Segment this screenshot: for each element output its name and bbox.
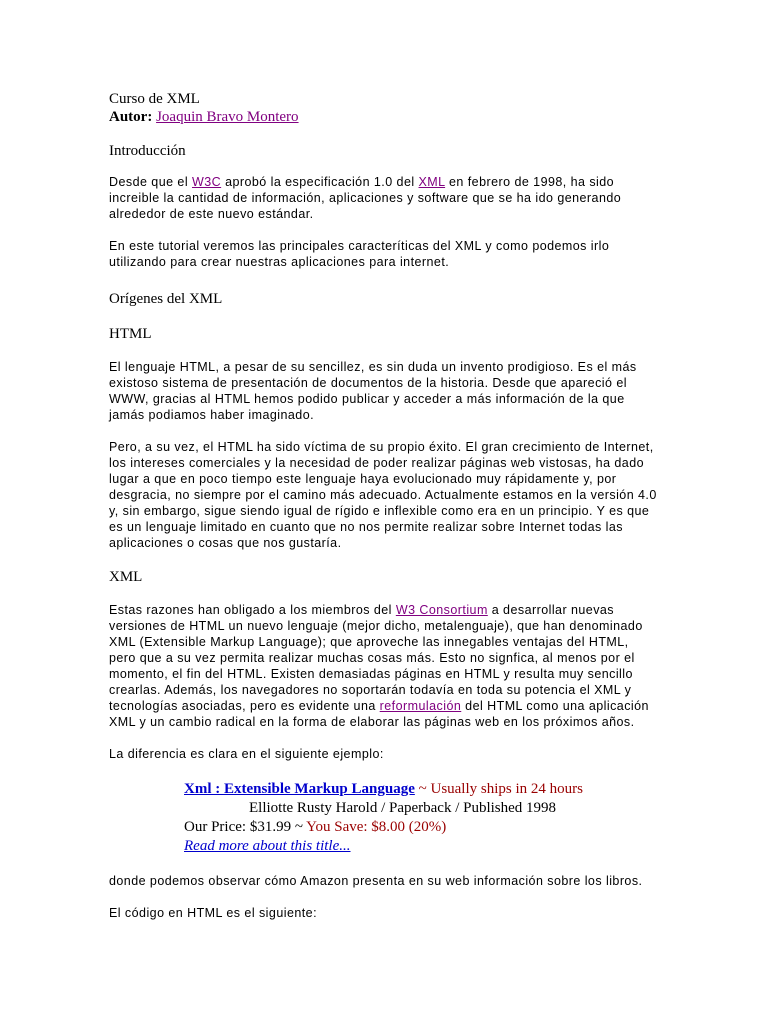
w3c-link[interactable]: W3C (192, 175, 222, 189)
paragraph-html-1: El lenguaje HTML, a pesar de su sencillez, es sin duda un invento prodigioso. Es el más existoso sistema de presentación de documentos de la historia. Desde que apareció el WWW, gracias al HTML hemos podido publicar y acceder a más información de la que jamás podiamos haber imaginado. (109, 360, 637, 422)
read-more-line (184, 837, 657, 856)
example-title-line (184, 780, 657, 799)
paragraph-xml (109, 602, 657, 730)
text-run: del HTML como una aplicación XML y un cambio radical en la forma de elaborar las páginas web en los próximos años. (109, 699, 649, 729)
author-link[interactable]: Joaquin Bravo Montero (156, 109, 299, 125)
read-more-link[interactable]: Read more about this title... (184, 838, 351, 854)
text-run: Estas razones han obligado a los miembros del (109, 603, 396, 617)
text-run: aprobó la especificación 1.0 del (221, 175, 419, 189)
text-run: Desde que el (109, 175, 192, 189)
savings-text: You Save: $8.00 (20%) (306, 819, 447, 835)
author-label: Autor: (109, 109, 153, 125)
paragraph-html-2: Pero, a su vez, el HTML ha sido víctima de su propio éxito. El gran crecimiento de Internet, los intereses comerciales y la necesidad de poder realizar páginas web vistosas, ha dado lugar a que en poco tiempo este lenguaje haya evolucionado muy rápidamente y, por desgracia, no siempre por el camino más adecuado. Actualmente estamos en la versión 4.0 y, sin embargo, sigue siendo igual de rígido e inflexible como era en un principio. Y es que es un lenguaje limitado en cuanto que no nos permite realizar sobre Internet todas las aplicaciones o cosas que nos gustaría. (109, 440, 657, 550)
separator: ~ (414, 781, 431, 797)
document-page (109, 90, 657, 921)
shipping-text: Usually ships in 24 hours (430, 781, 583, 797)
section-heading-intro: Introducción (109, 143, 186, 159)
paragraph-amazon: donde podemos observar cómo Amazon presenta en su web información sobre los libros. (109, 874, 643, 888)
section-heading-html: HTML (109, 326, 152, 342)
reformulacion-link[interactable]: reformulación (379, 699, 462, 713)
book-title-link[interactable]: Xml : Extensible Markup Language (184, 781, 415, 797)
separator: ~ (291, 819, 307, 835)
xml-link[interactable]: XML (418, 175, 446, 189)
text-run: en febrero de 1998, ha sido increible la cantidad de información, aplicaciones y software que se ha ido generando alrededor de este nuevo estándar. (109, 175, 622, 221)
w3-consortium-link[interactable]: W3 Consortium (395, 603, 488, 617)
paragraph-intro (109, 174, 657, 222)
price-text: Our Price: $31.99 (184, 819, 292, 835)
paragraph-tutorial: En este tutorial veremos las principales caracteríticas del XML y como podemos irlo utilizando para crear nuestras aplicaciones para internet. (109, 239, 610, 269)
paragraph-code-intro: El código en HTML es el siguiente: (109, 906, 317, 920)
author-line (109, 108, 657, 126)
text-run: a desarrollar nuevas versiones de HTML un nuevo lenguaje (mejor dicho, metalenguaje), que han denominado XML (Extensible Markup Language); que aproveche las innegables ventajas del HTML, pero que a su vez permita realizar muchas cosas más. Esto no signfica, al menos por el momento, el fin del HTML. Existen demasiadas páginas en HTML y resulta muy sencillo crearlas. Además, los navegadores no soportarán todavía en toda su potencia el XML y tecnologías asociadas, pero es evidente una (109, 603, 643, 713)
doc-title: Curso de XML (109, 91, 200, 107)
section-heading-xml: XML (109, 569, 143, 585)
price-line (184, 818, 657, 837)
title-block (109, 90, 657, 126)
section-heading-origins: Orígenes del XML (109, 291, 223, 307)
paragraph-example-intro: La diferencia es clara en el siguiente ejemplo: (109, 747, 384, 761)
book-author-line: Elliotte Rusty Harold / Paperback / Published 1998 (249, 800, 557, 816)
amazon-example (184, 780, 657, 856)
